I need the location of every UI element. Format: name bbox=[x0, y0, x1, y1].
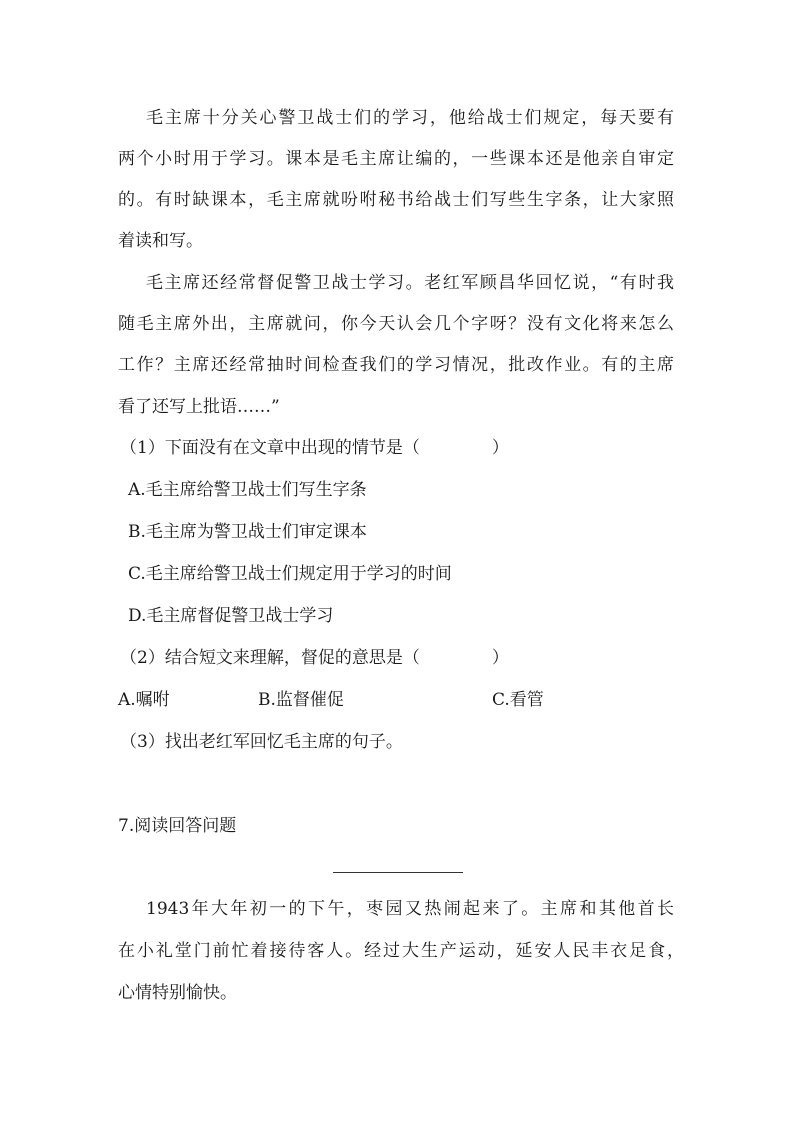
section-7-line-1: 1943年大年初一的下午，枣园又热闹起来了。主席和其他首长 bbox=[146, 899, 674, 919]
passage-line-2: 两个小时用于学习。课本是毛主席让编的，一些课本还是他亲自审定 bbox=[118, 149, 674, 169]
passage-line-3: 的。有时缺课本，毛主席就吩咐秘书给战士们写些生字条，让大家照 bbox=[118, 190, 674, 210]
question-2-option-c: C.看管 bbox=[492, 690, 544, 710]
question-2-option-b: B.监督催促 bbox=[258, 690, 344, 710]
question-1-option-c: C.毛主席给警卫战士们规定用于学习的时间 bbox=[128, 564, 452, 584]
question-1-option-b: B.毛主席为警卫战士们审定课本 bbox=[128, 522, 367, 542]
passage-line-1: 毛主席十分关心警卫战士们的学习，他给战士们规定，每天要有 bbox=[146, 108, 674, 128]
question-2-option-a: A.嘱咐 bbox=[118, 690, 170, 710]
section-7-line-3: 心情特别愉快。 bbox=[118, 983, 237, 1003]
passage-line-8: 看了还写上批语……” bbox=[118, 397, 280, 417]
question-1-option-a: A.毛主席给警卫战士们写生字条 bbox=[128, 480, 367, 500]
section-7-heading: 7.阅读回答问题 bbox=[118, 816, 237, 836]
title-blank-line bbox=[333, 872, 463, 873]
passage-line-6: 随毛主席外出，主席就问，你今天认会几个字呀？没有文化将来怎么 bbox=[118, 314, 674, 334]
section-7-line-2: 在小礼堂门前忙着接待客人。经过大生产运动，延安人民丰衣足食， bbox=[118, 941, 684, 961]
question-1-option-d: D.毛主席督促警卫战士学习 bbox=[128, 606, 334, 626]
passage-line-7: 工作？主席还经常抽时间检查我们的学习情况，批改作业。有的主席 bbox=[118, 355, 674, 375]
question-1-stem: （1）下面没有在文章中出现的情节是（ ） bbox=[120, 438, 509, 458]
question-2-stem: （2）结合短文来理解，督促的意思是（ ） bbox=[120, 648, 509, 668]
passage-line-4: 着读和写。 bbox=[118, 231, 203, 251]
passage-line-5: 毛主席还经常督促警卫战士学习。老红军顾昌华回忆说，“有时我 bbox=[146, 273, 674, 293]
question-3-stem: （3）找出老红军回忆毛主席的句子。 bbox=[120, 732, 403, 752]
